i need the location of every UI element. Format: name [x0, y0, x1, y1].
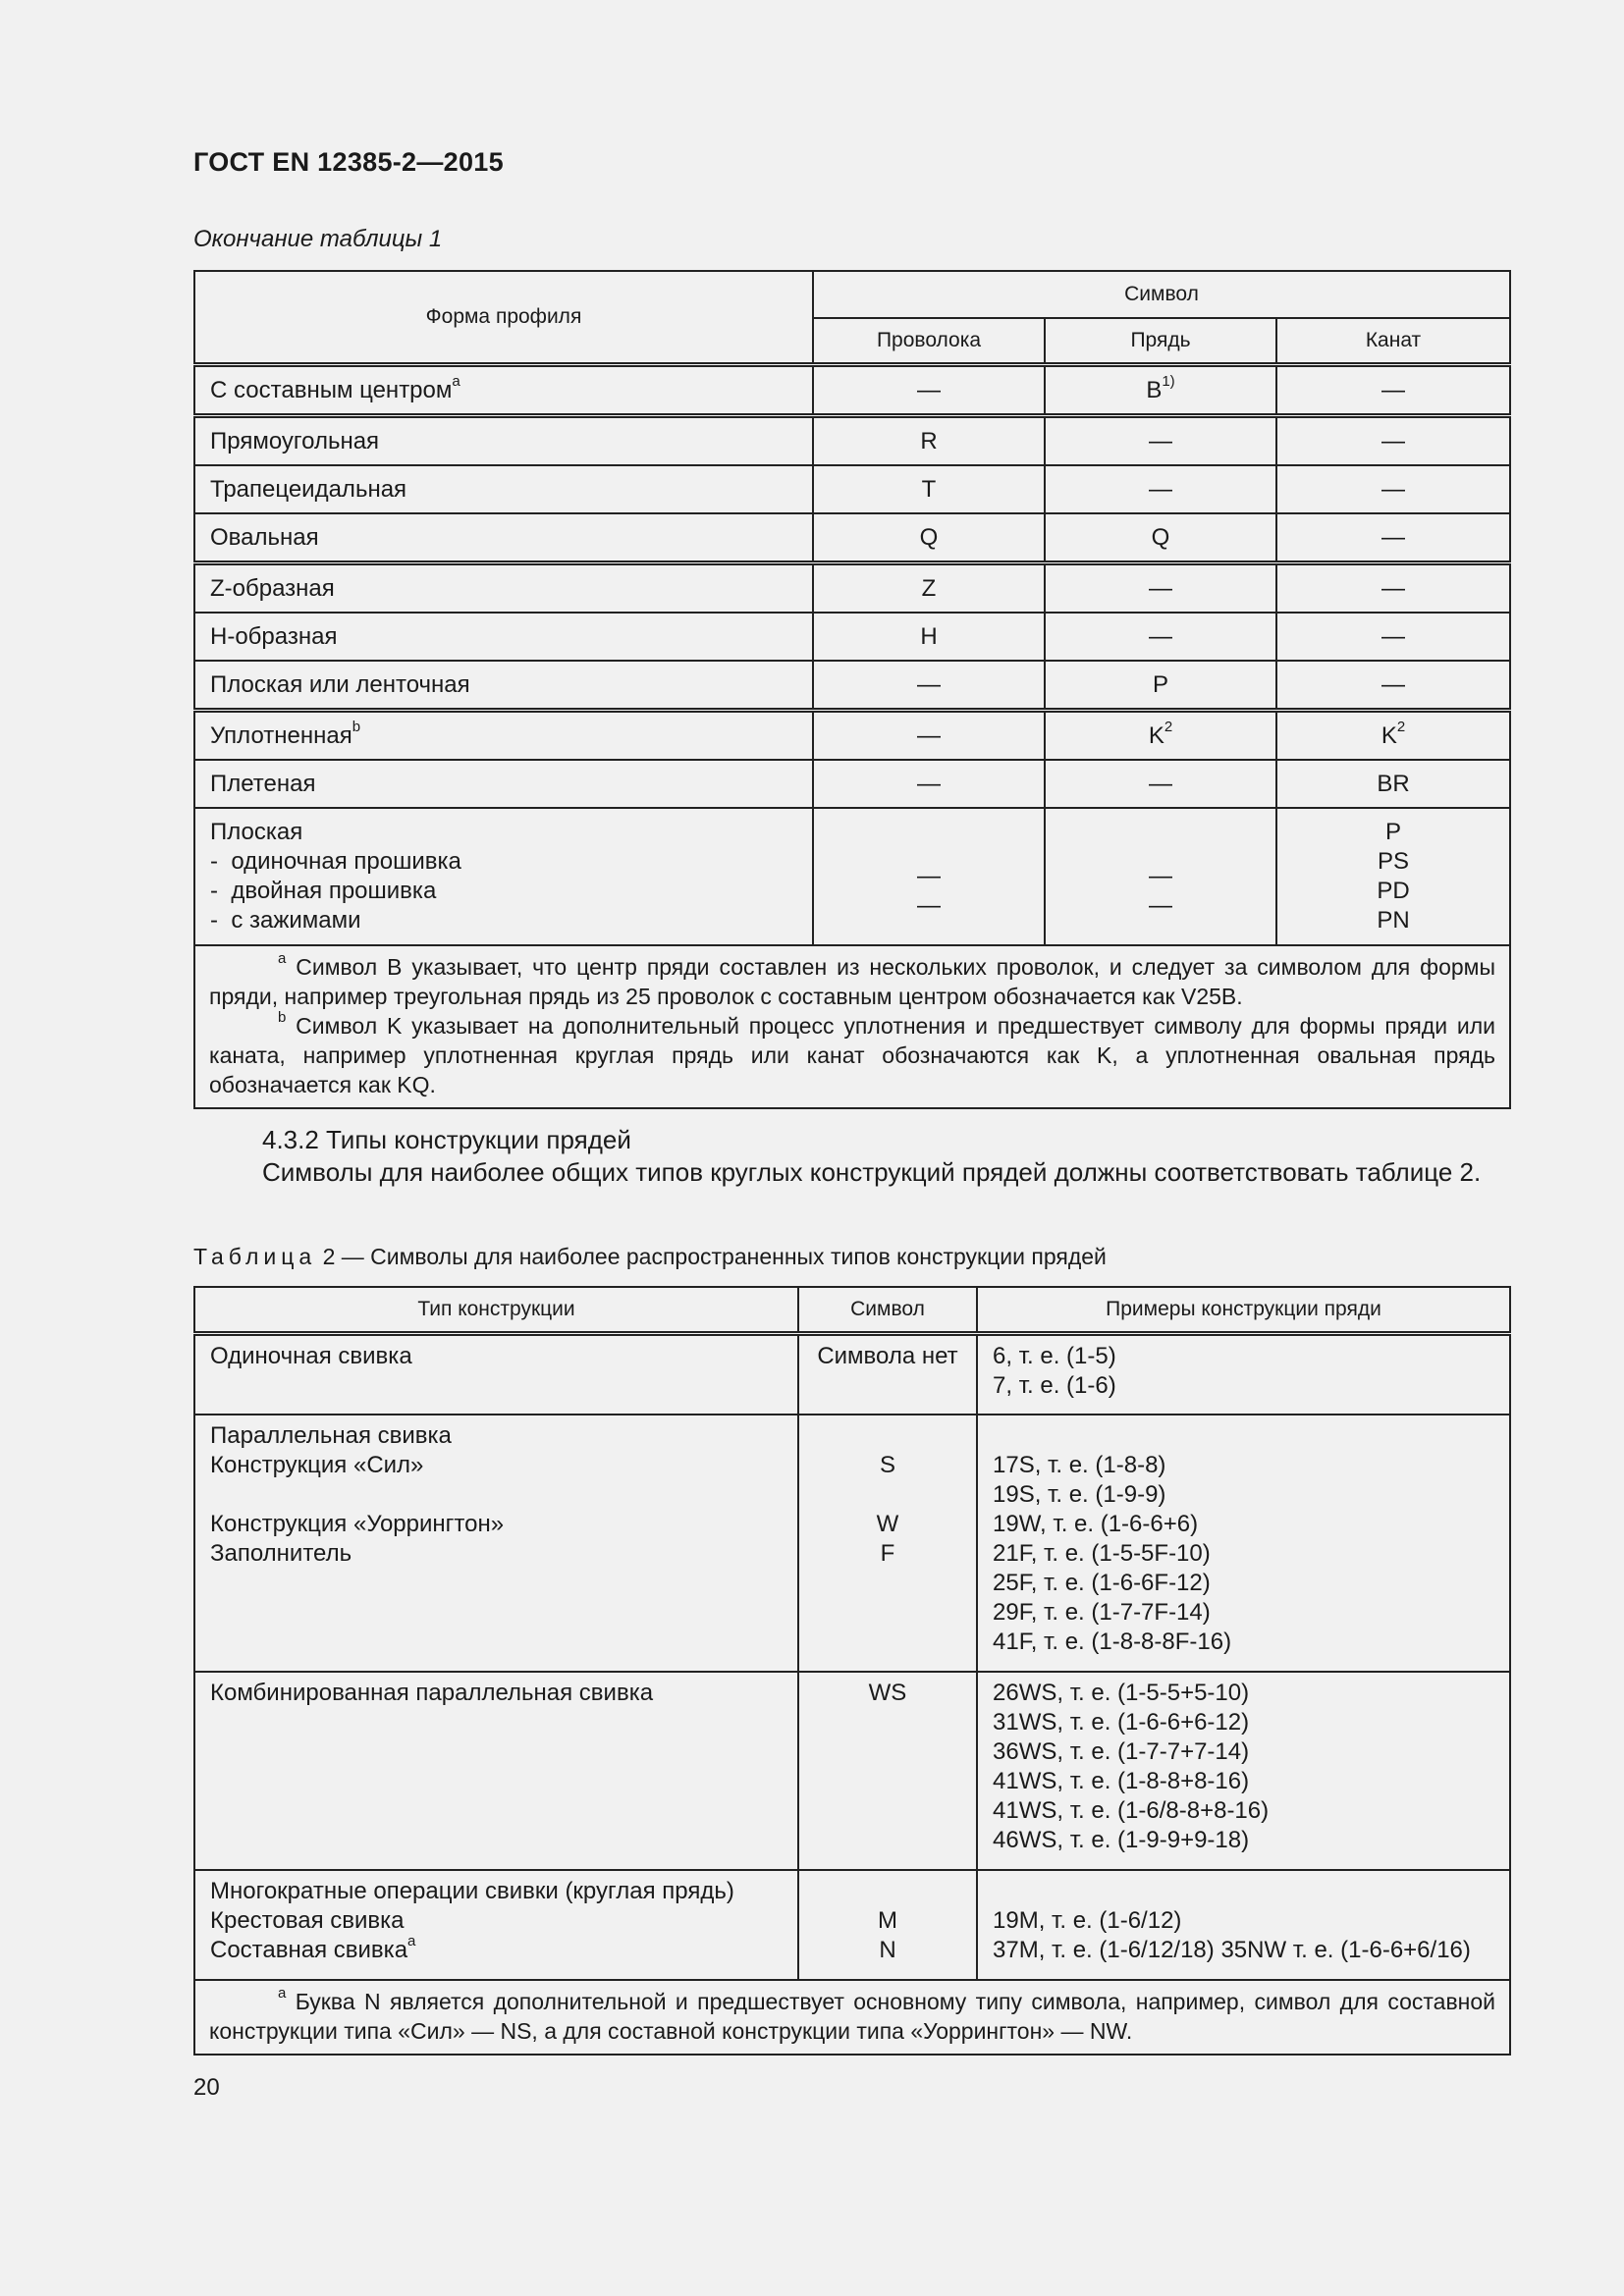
- wire-symbol: —: [813, 365, 1045, 416]
- construction-type: Одиночная свивка: [194, 1334, 798, 1415]
- rope-symbol: —: [1276, 465, 1510, 513]
- strand-symbol: Q: [1045, 513, 1276, 563]
- table-row: [194, 563, 1510, 614]
- section-4-3-2: [193, 1124, 1509, 1189]
- strand-symbol: P: [1045, 661, 1276, 711]
- profile-name: Уплотненная$^b$: [194, 711, 813, 761]
- table-row: [194, 1334, 1510, 1415]
- strand-symbol: —: [1045, 416, 1276, 466]
- header-profile-form: Форма профиля: [194, 271, 813, 365]
- rope-symbol: —: [1276, 563, 1510, 614]
- table1-footnotes: [194, 945, 1510, 1108]
- header-symbol: Символ: [798, 1287, 977, 1334]
- table-1: [193, 270, 1511, 1109]
- table2-footnotes: [194, 1980, 1510, 2055]
- wire-symbol: H: [813, 613, 1045, 661]
- table1-caption: Окончание таблицы 1: [193, 226, 443, 252]
- profile-name: Прямоугольная: [194, 416, 813, 466]
- table2-caption: Таблица 2 — Символы для наиболее распространенных типов конструкции прядей: [193, 1244, 1107, 1269]
- wire-symbol: Q: [813, 513, 1045, 563]
- wire-symbol: —: [813, 760, 1045, 808]
- strand-symbol: $B^{1)}$: [1045, 365, 1276, 416]
- header-strand: Прядь: [1045, 318, 1276, 365]
- strand-symbol: —: [1045, 760, 1276, 808]
- wire-symbol: R: [813, 416, 1045, 466]
- table-2: [193, 1286, 1511, 2056]
- header-wire: Проволока: [813, 318, 1045, 365]
- section-heading: 4.3.2 Типы конструкции прядей: [262, 1125, 631, 1154]
- construction-symbol: Символа нет: [798, 1334, 977, 1415]
- construction-examples: 17S, т. е. (1-8-8) 19S, т. е. (1-9-9) 19W, т. е. (1-6-6+6) 21F, т. е. (1-5-5F-10) 25F, т. е. (1-6-6F-12) 29F, т. е. (1-7-7F-14) 41F, т. е. (1-8-8-8F-16): [977, 1415, 1510, 1672]
- construction-symbol: M N: [798, 1870, 977, 1980]
- construction-symbol: WS: [798, 1672, 977, 1870]
- construction-type: Многократные операции свивки (круглая прядь) Крестовая свивка Составная свивка$^a$: [194, 1870, 798, 1980]
- wire-symbol: —: [813, 711, 1045, 761]
- rope-symbol: BR: [1276, 760, 1510, 808]
- footnote-a: $^a$ Буква N является дополнительной и предшествует основному типу символа, например, символ для составной конструкции типа «Сил» — NS, а для составной конструкции типа «Уоррингтон» — NW.: [209, 1985, 1495, 2044]
- profile-name: Плоская - одиночная прошивка - двойная прошивка - с зажимами: [194, 808, 813, 945]
- profile-name: Плоская или ленточная: [194, 661, 813, 711]
- strand-symbol: —: [1045, 613, 1276, 661]
- profile-name: H-образная: [194, 613, 813, 661]
- rope-symbol: —: [1276, 416, 1510, 466]
- table-row: [194, 760, 1510, 808]
- table-row: [194, 1672, 1510, 1870]
- construction-symbol: S W F: [798, 1415, 977, 1672]
- table-row: [194, 365, 1510, 416]
- construction-examples: 19M, т. е. (1-6/12) 37M, т. е. (1-6/12/18) 35NW т. е. (1-6-6+6/16): [977, 1870, 1510, 1980]
- header-examples: Примеры конструкции пряди: [977, 1287, 1510, 1334]
- table-row: [194, 661, 1510, 711]
- strand-symbol: — —: [1045, 808, 1276, 945]
- profile-name: Овальная: [194, 513, 813, 563]
- header-symbol: Символ: [813, 271, 1510, 318]
- table-row: [194, 1415, 1510, 1672]
- footnote-b: $^b$ Символ K указывает на дополнительный процесс уплотнения и предшествует символу для формы пряди или каната, например уплотненная круглая прядь или канат обозначаются как K, а уплотненная овальная прядь обозначается как KQ.: [209, 1009, 1496, 1097]
- table-row: [194, 1870, 1510, 1980]
- section-text: Символы для наиболее общих типов круглых конструкций прядей должны соответствовать таблице 2.: [262, 1157, 1482, 1187]
- table-row: [194, 465, 1510, 513]
- table-row: [194, 613, 1510, 661]
- table-row: [194, 513, 1510, 563]
- wire-symbol: Z: [813, 563, 1045, 614]
- rope-symbol: —: [1276, 513, 1510, 563]
- rope-symbol: P PS PD PN: [1276, 808, 1510, 945]
- rope-symbol: —: [1276, 661, 1510, 711]
- table-row: [194, 711, 1510, 761]
- table-row: [194, 808, 1510, 945]
- profile-name: Трапецеидальная: [194, 465, 813, 513]
- profile-name: Плетеная: [194, 760, 813, 808]
- rope-symbol: —: [1276, 365, 1510, 416]
- strand-symbol: $K^2$: [1045, 711, 1276, 761]
- wire-symbol: —: [813, 661, 1045, 711]
- wire-symbol: T: [813, 465, 1045, 513]
- construction-examples: 26WS, т. е. (1-5-5+5-10) 31WS, т. е. (1-6-6+6-12) 36WS, т. е. (1-7-7+7-14) 41WS, т. е. (1-8-8+8-16) 41WS, т. е. (1-6/8-8+8-16) 46WS, т. е. (1-9-9+9-18): [977, 1672, 1510, 1870]
- header-construction-type: Тип конструкции: [194, 1287, 798, 1334]
- wire-symbol: — —: [813, 808, 1045, 945]
- strand-symbol: —: [1045, 465, 1276, 513]
- document-header: ГОСТ EN 12385-2—2015: [193, 147, 504, 177]
- table-row: [194, 416, 1510, 466]
- page-number: 20: [193, 2074, 220, 2101]
- profile-name: С составным центром$^a$: [194, 365, 813, 416]
- construction-examples: 6, т. е. (1-5) 7, т. е. (1-6): [977, 1334, 1510, 1415]
- header-rope: Канат: [1276, 318, 1510, 365]
- strand-symbol: —: [1045, 563, 1276, 614]
- profile-name: Z-образная: [194, 563, 813, 614]
- rope-symbol: $K^2$: [1276, 711, 1510, 761]
- rope-symbol: —: [1276, 613, 1510, 661]
- footnote-a: $^a$ Символ B указывает, что центр пряди составлен из нескольких проволок, и следует за символом для формы пряди, например треугольная прядь из 25 проволок с составным центром обозначается как V25B.: [209, 950, 1496, 1009]
- construction-type: Комбинированная параллельная свивка: [194, 1672, 798, 1870]
- construction-type: Параллельная свивка Конструкция «Сил» Конструкция «Уоррингтон» Заполнитель: [194, 1415, 798, 1672]
